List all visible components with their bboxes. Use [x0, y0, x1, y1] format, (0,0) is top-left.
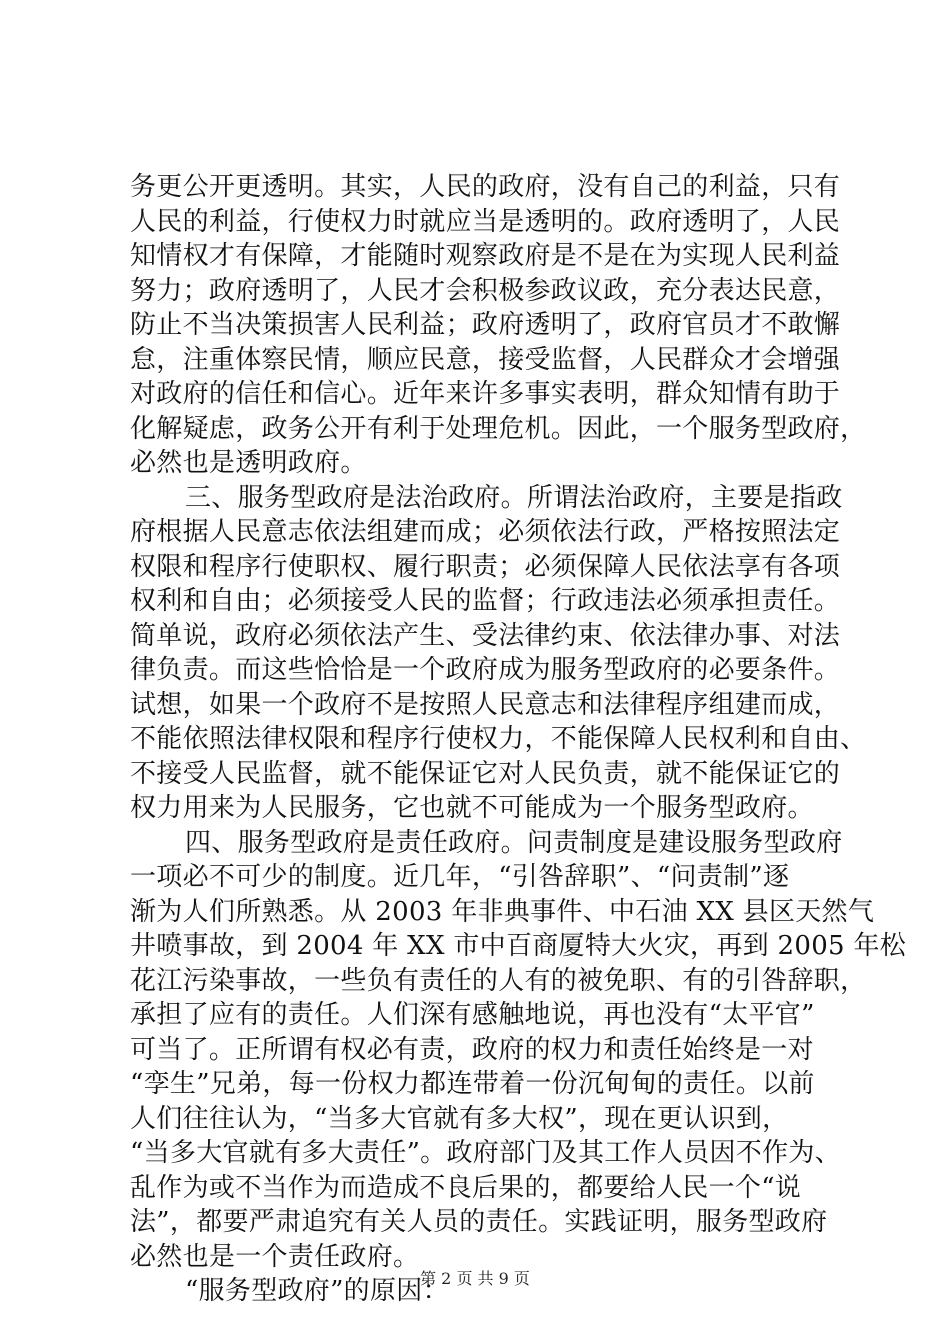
text-line: 怠，注重体察民情，顺应民意，接受监督，人民群众才会增强 — [130, 344, 841, 375]
text-line: 承担了应有的责任。人们深有感触地说，再也没有“太平官” — [130, 1000, 815, 1030]
text-line: 一项必不可少的制度。近几年，“引咎辞职”、“问责制”逐 — [130, 862, 790, 892]
text-line: 不接受人民监督，就不能保证它对人民负责，就不能保证它的 — [130, 758, 841, 789]
text-line: 必然也是一个责任政府。 — [130, 1241, 420, 1272]
paragraph-start-line: 四、服务型政府是责任政府。问责制度是建设服务型政府 — [185, 827, 843, 858]
paragraph-start-line: “服务型政府”的原因： — [185, 1276, 449, 1306]
page-footer: 第 2 页 共 9 页 — [420, 1269, 530, 1288]
text-line: 权限和程序行使职权、履行职责；必须保障人民依法享有各项 — [130, 551, 841, 582]
text-line: 府根据人民意志依法组建而成；必须依法行政，严格按照法定 — [130, 517, 841, 547]
text-line: 对政府的信任和信心。近年来许多事实表明，群众知情有助于 — [130, 379, 841, 409]
text-line: “孪生”兄弟，每一份权力都连带着一份沉甸甸的责任。以前 — [130, 1069, 815, 1099]
text-line: 简单说，政府必须依法产生、受法律约束、依法律办事、对法 — [130, 620, 841, 651]
text-line: 律负责。而这些恰恰是一个政府成为服务型政府的必要条件。 — [130, 655, 841, 685]
text-line: 知情权才有保障，才能随时观察政府是不是在为实现人民利益 — [130, 241, 841, 271]
text-line: 可当了。正所谓有权必有责，政府的权力和责任始终是一对 — [130, 1034, 814, 1065]
text-line: 权力用来为人民服务，它也就不可能成为一个服务型政府。 — [130, 793, 814, 823]
text-line: 化解疑虑，政务公开有利于处理危机。因此，一个服务型政府， — [130, 413, 867, 444]
text-line: 必然也是透明政府。 — [130, 448, 367, 478]
text-line: 人们往往认为，“当多大官就有多大权”，现在更认识到， — [130, 1103, 789, 1134]
text-line: “当多大官就有多大责任”。政府部门及其工作人员因不作为、 — [130, 1138, 841, 1168]
text-line: 渐为人们所熟悉。从 2003 年非典事件、中石油 XX 县区天然气 — [130, 896, 875, 927]
paragraph-start-line: 三、服务型政府是法治政府。所谓法治政府，主要是指政 — [185, 482, 843, 513]
text-line: 防止不当决策损害人民利益；政府透明了，政府官员才不敢懈 — [130, 310, 841, 340]
document-body — [130, 170, 907, 1309]
text-line: 人民的利益，行使权力时就应当是透明的。政府透明了，人民 — [130, 206, 841, 237]
text-line: 乱作为或不当作为而造成不良后果的，都要给人民一个“说 — [130, 1172, 802, 1203]
text-line: 务更公开更透明。其实，人民的政府，没有自己的利益，只有 — [130, 172, 841, 202]
text-line: 法”，都要严肃追究有关人员的责任。实践证明，服务型政府 — [130, 1207, 828, 1237]
text-line: 花江污染事故，一些负有责任的人有的被免职、有的引咎辞职， — [130, 965, 867, 996]
text-line: 努力；政府透明了，人民才会积极参政议政，充分表达民意， — [130, 275, 841, 306]
text-line: 权利和自由；必须接受人民的监督；行政违法必须承担责任。 — [130, 586, 841, 616]
text-line: 井喷事故，到 2004 年 XX 市中百商厦特大火灾，再到 2005 年松 — [130, 931, 907, 961]
text-line: 试想，如果一个政府不是按照人民意志和法律程序组建而成， — [130, 689, 841, 720]
text-line: 不能依照法律权限和程序行使权力，不能保障人民权利和自由、 — [130, 724, 867, 754]
